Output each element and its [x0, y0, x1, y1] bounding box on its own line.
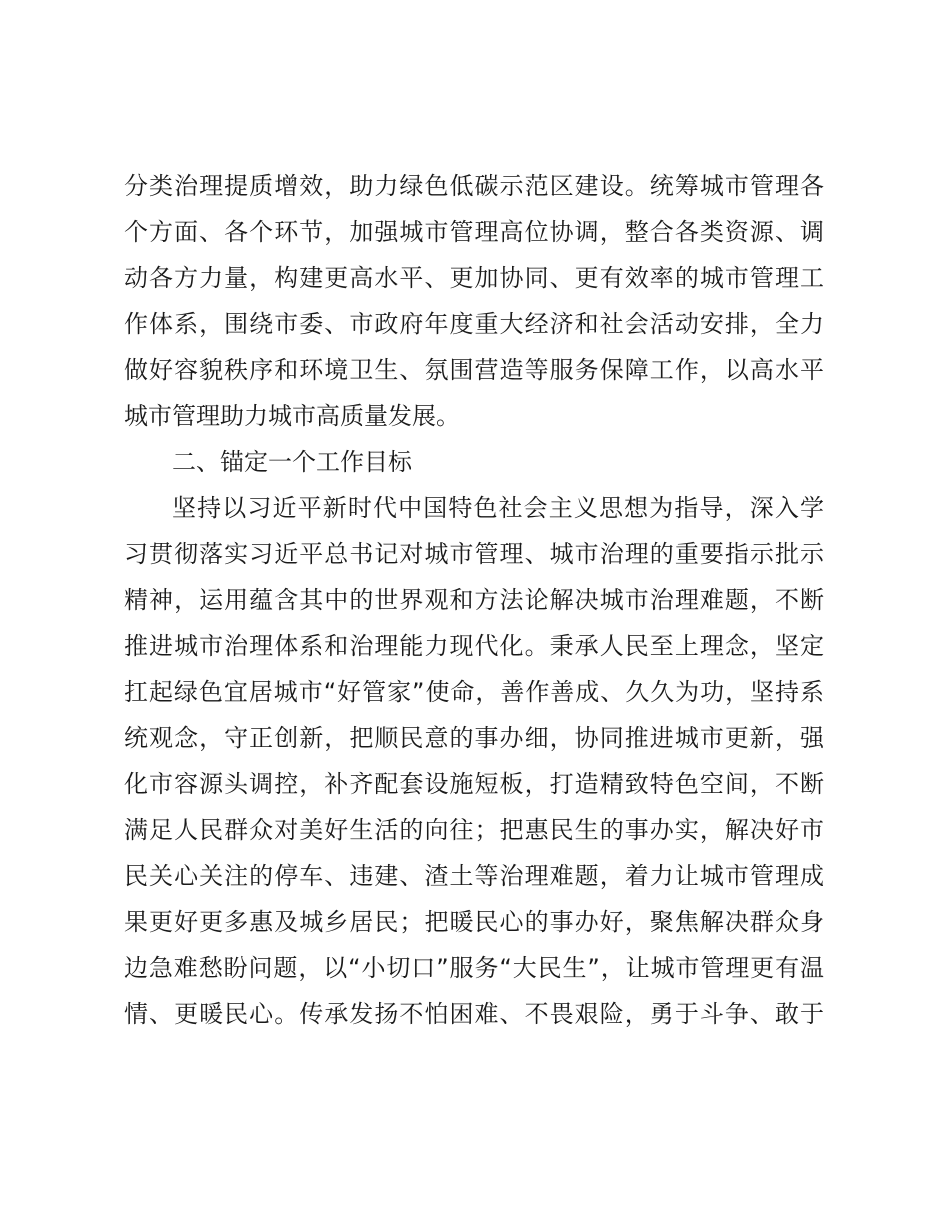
- paragraph-line: 情、更暖民心。传承发扬不怕困难、不畏艰险，勇于斗争、敢于: [124, 1000, 824, 1028]
- paragraph-line: 动各方力量，构建更高水平、更加协同、更有效率的城市管理工: [124, 264, 824, 292]
- paragraph-line: 个方面、各个环节，加强城市管理高位协调，整合各类资源、调: [124, 218, 824, 246]
- paragraph-line: 做好容貌秩序和环境卫生、氛围营造等服务保障工作，以高水平: [124, 356, 824, 384]
- paragraph-line: 习贯彻落实习近平总书记对城市管理、城市治理的重要指示批示: [124, 540, 824, 568]
- paragraph-line: 精神，运用蕴含其中的世界观和方法论解决城市治理难题，不断: [124, 586, 824, 614]
- paragraph-1: [124, 163, 824, 439]
- paragraph-line: 边急难愁盼问题，以“小切口”服务“大民生”，让城市管理更有温: [124, 954, 824, 982]
- section-heading: 二、锚定一个工作目标: [172, 448, 412, 476]
- paragraph-line: 推进城市治理体系和治理能力现代化。秉承人民至上理念，坚定: [124, 632, 824, 660]
- paragraph-2: [124, 485, 824, 1037]
- paragraph-line: 坚持以习近平新时代中国特色社会主义思想为指导，深入学: [172, 494, 824, 522]
- paragraph-line: 化市容源头调控，补齐配套设施短板，打造精致特色空间，不断: [124, 770, 824, 798]
- paragraph-line: 果更好更多惠及城乡居民；把暖民心的事办好，聚焦解决群众身: [124, 908, 824, 936]
- document-body: [124, 163, 824, 1037]
- paragraph-line: 满足人民群众对美好生活的向往；把惠民生的事办实，解决好市: [124, 816, 824, 844]
- paragraph-line: 统观念，守正创新，把顺民意的事办细，协同推进城市更新，强: [124, 724, 824, 752]
- paragraph-line: 作体系，围绕市委、市政府年度重大经济和社会活动安排，全力: [124, 310, 824, 338]
- paragraph-line: 城市管理助力城市高质量发展。: [124, 402, 460, 430]
- paragraph-line: 扛起绿色宜居城市“好管家”使命，善作善成、久久为功，坚持系: [124, 678, 824, 706]
- paragraph-line: 分类治理提质增效，助力绿色低碳示范区建设。统筹城市管理各: [124, 172, 824, 200]
- paragraph-line: 民关心关注的停车、违建、渣土等治理难题，着力让城市管理成: [124, 862, 824, 890]
